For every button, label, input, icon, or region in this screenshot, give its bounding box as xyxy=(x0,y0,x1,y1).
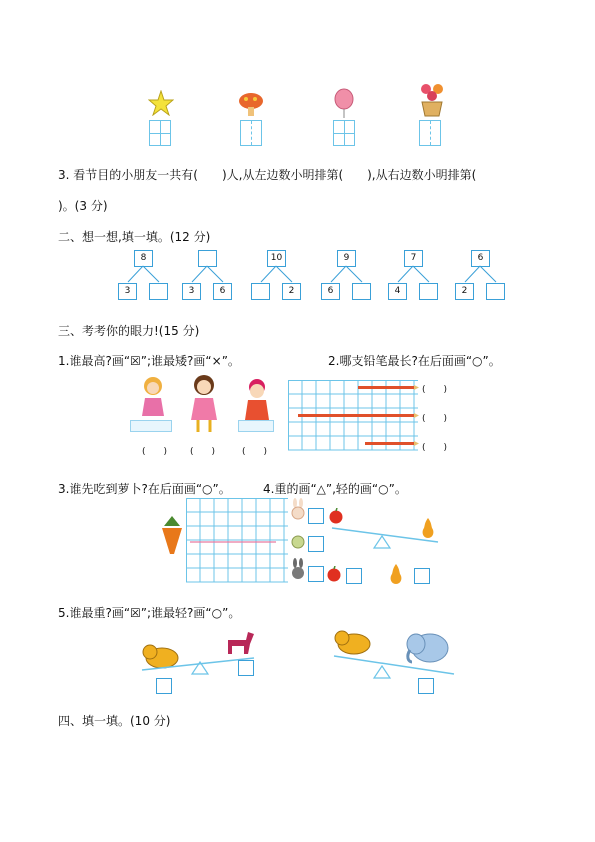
frog-icon xyxy=(290,532,306,554)
question-3-3: 3.谁先吃到萝卜?在后面画“○”。 xyxy=(58,482,231,496)
tree-2-right[interactable]: 6 xyxy=(213,283,232,300)
carrot-icon xyxy=(156,516,188,556)
pear-icon-2 xyxy=(388,562,404,586)
frog-answer-box[interactable] xyxy=(308,536,324,552)
race-grid xyxy=(186,498,290,584)
rabbit-answer-box[interactable] xyxy=(308,508,324,524)
answer-grid-4[interactable] xyxy=(419,120,441,146)
question-3-line2: )。(3 分) xyxy=(58,199,108,213)
pencils-figure xyxy=(288,380,468,458)
balloon-icon xyxy=(332,88,356,118)
pear-answer-box[interactable] xyxy=(414,568,430,584)
section-3-title: 三、考考你的眼力!(15 分) xyxy=(58,324,200,338)
tree-5-top[interactable]: 7 xyxy=(404,250,423,267)
girl-2-icon xyxy=(188,374,220,434)
carrot-race-figure xyxy=(156,498,326,588)
tree-6-top[interactable]: 6 xyxy=(471,250,490,267)
tree-4-right[interactable] xyxy=(352,283,371,300)
tree-1-left[interactable]: 3 xyxy=(118,283,137,300)
tree-3-right[interactable]: 2 xyxy=(282,283,301,300)
tree-6-right[interactable] xyxy=(486,283,505,300)
flower-pot-icon xyxy=(416,80,448,118)
girl-3-platform xyxy=(238,420,274,432)
tree-2-left[interactable]: 3 xyxy=(182,283,201,300)
girl-1-platform xyxy=(130,420,172,432)
answer-grid-3[interactable] xyxy=(333,120,355,146)
section-2-title: 二、想一想,填一填。(12 分) xyxy=(58,230,211,244)
pencil-2-answer[interactable]: ( ) xyxy=(422,414,448,424)
tree-1-right[interactable] xyxy=(149,283,168,300)
rabbit-icon xyxy=(290,498,306,524)
donkey-answer-box[interactable] xyxy=(308,566,324,582)
apple-pear-scale xyxy=(326,506,446,590)
question-3-5: 5.谁最重?画“☒”;谁最轻?画“○”。 xyxy=(58,606,241,620)
girl-1-icon xyxy=(138,376,168,420)
number-trees xyxy=(118,248,518,304)
girl-3-answer[interactable]: ( ) xyxy=(242,447,268,457)
pencils-grid xyxy=(288,380,420,456)
seesaw-icon-3 xyxy=(330,644,460,680)
star-icon xyxy=(148,90,174,116)
tree-1-top[interactable]: 8 xyxy=(134,250,153,267)
horse-answer-box[interactable] xyxy=(238,660,254,676)
pencil-3-answer[interactable]: ( ) xyxy=(422,443,448,453)
tree-5-right[interactable] xyxy=(419,283,438,300)
mushroom-icon xyxy=(237,90,265,118)
tree-3-top[interactable]: 10 xyxy=(267,250,286,267)
girl-2-answer[interactable]: ( ) xyxy=(190,447,216,457)
dog-elephant-scale xyxy=(330,624,460,696)
apple-answer-box[interactable] xyxy=(346,568,362,584)
apple-icon-2 xyxy=(326,566,342,582)
donkey-icon xyxy=(290,558,306,584)
elephant-answer-box[interactable] xyxy=(418,678,434,694)
tree-4-left[interactable]: 6 xyxy=(321,283,340,300)
pencil-1 xyxy=(358,385,419,390)
seesaw-icon xyxy=(326,520,446,550)
answer-grid-1[interactable] xyxy=(149,120,171,146)
top-pictures-row xyxy=(140,86,460,150)
tree-5-left[interactable]: 4 xyxy=(388,283,407,300)
question-3-4: 4.重的画“△”,轻的画“○”。 xyxy=(263,482,407,496)
dog-answer-box[interactable] xyxy=(156,678,172,694)
girl-3-icon xyxy=(242,378,272,424)
girl-1-answer[interactable]: ( ) xyxy=(142,447,168,457)
girls-height-figure xyxy=(130,374,280,458)
pencil-3 xyxy=(365,441,419,446)
tree-4-top[interactable]: 9 xyxy=(337,250,356,267)
question-3-2: 2.哪支铅笔最长?在后面画“○”。 xyxy=(328,354,501,368)
tree-6-left[interactable]: 2 xyxy=(455,283,474,300)
question-3-line1: 3. 看节目的小朋友一共有( )人,从左边数小明排第( ),从右边数小明排第( xyxy=(58,168,477,182)
tree-3-left[interactable] xyxy=(251,283,270,300)
question-3-1: 1.谁最高?画“☒”;谁最矮?画“×”。 xyxy=(58,354,240,368)
dog-horse-scale xyxy=(138,624,258,696)
section-4-title: 四、填一填。(10 分) xyxy=(58,714,171,728)
answer-grid-2[interactable] xyxy=(240,120,262,146)
pencil-1-answer[interactable]: ( ) xyxy=(422,385,448,395)
